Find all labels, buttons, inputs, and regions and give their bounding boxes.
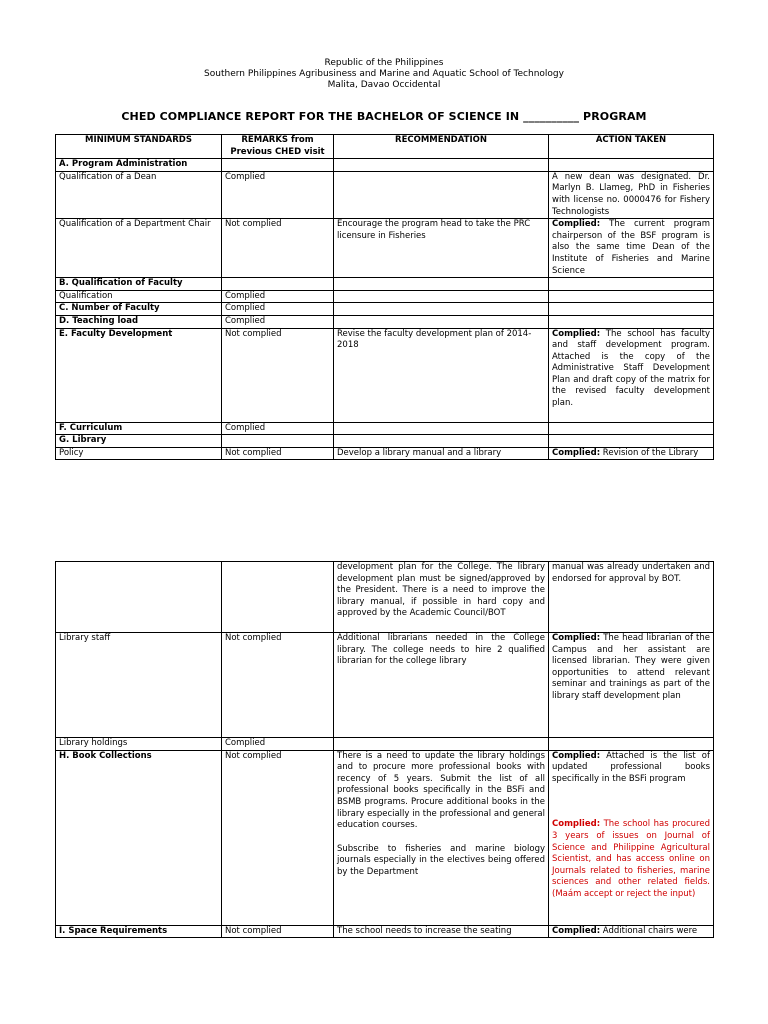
remark-i: Not complied — [222, 925, 334, 938]
std-dean: Qualification of a Dean — [56, 171, 222, 218]
table-row — [56, 171, 714, 218]
table-row — [56, 447, 714, 460]
table-row — [56, 633, 714, 738]
action-h: Complied: Attached is the list of updated professional books specifically in the BSFi program Complied: The school has procured 3 years of issues on Journal of Science and Philippine Agricultural Scientist, and has access online on Journals related to fisheries, marine sciences and other related fields. (Maám accept or reject the input) — [549, 750, 714, 925]
col-remarks: REMARKS from Previous CHED visit — [222, 135, 334, 159]
remark-h: Not complied — [222, 750, 334, 925]
remark-dean: Complied — [222, 171, 334, 218]
table-row — [56, 750, 714, 925]
action-i: Complied: Additional chairs were — [549, 925, 714, 938]
section-b: B. Qualification of Faculty — [56, 278, 222, 291]
std-chair: Qualification of a Department Chair — [56, 219, 222, 278]
std-policy: Policy — [56, 447, 222, 460]
document-header — [0, 58, 768, 91]
section-d: D. Teaching load — [56, 315, 222, 328]
action-e: Complied: The school has faculty and staff development program. Attached is the copy of the Administrative Staff Development Plan and draft copy of the matrix for the revised faculty development plan. — [549, 328, 714, 422]
table-row — [56, 290, 714, 303]
section-a: A. Program Administration — [56, 159, 222, 172]
col-recommendation: RECOMMENDATION — [334, 135, 549, 159]
action-dean: A new dean was designated. Dr. Marlyn B. Llameg, PhD in Fisheries with license no. 0000476 for Fishery Technologists — [549, 171, 714, 218]
section-c: C. Number of Faculty — [56, 303, 222, 316]
header-line-3: Malita, Davao Occidental — [327, 80, 441, 90]
remark-f: Complied — [222, 422, 334, 435]
remark-chair: Not complied — [222, 219, 334, 278]
header-line-2: Southern Philippines Agribusiness and Marine and Aquatic School of Technology — [204, 69, 564, 79]
remark-e: Not complied — [222, 328, 334, 422]
compliance-table-page-2 — [55, 561, 714, 938]
remark-qualification: Complied — [222, 290, 334, 303]
table-row — [56, 562, 714, 633]
section-g: G. Library — [56, 435, 222, 448]
section-i: I. Space Requirements — [56, 925, 222, 938]
action-chair: Complied: The current program chairperson of the BSF program is also the same time Dean of the Institute of Fisheries and Marine Science — [549, 219, 714, 278]
col-action-taken: ACTION TAKEN — [549, 135, 714, 159]
rec-chair: Encourage the program head to take the PRC licensure in Fisheries — [334, 219, 549, 278]
table-row — [56, 925, 714, 938]
table-row — [56, 435, 714, 448]
table-row — [56, 315, 714, 328]
rec-library-staff: Additional librarians needed in the College library. The college needs to hire 2 qualified librarian for the college library — [334, 633, 549, 738]
remark-library-staff: Not complied — [222, 633, 334, 738]
std-library-staff: Library staff — [56, 633, 222, 738]
std-qualification: Qualification — [56, 290, 222, 303]
section-f: F. Curriculum — [56, 422, 222, 435]
remark-library-holdings: Complied — [222, 738, 334, 751]
remark-policy: Not complied — [222, 447, 334, 460]
table-row — [56, 159, 714, 172]
std-library-holdings: Library holdings — [56, 738, 222, 751]
remark-c: Complied — [222, 303, 334, 316]
table-row — [56, 219, 714, 278]
action-library-staff: Complied: The head librarian of the Campus and her assistant are licensed librarian. They were given opportunities to attend relevant seminar and trainings as part of the library staff development plan — [549, 633, 714, 738]
rec-i: The school needs to increase the seating — [334, 925, 549, 938]
section-h: H. Book Collections — [56, 750, 222, 925]
table-row — [56, 303, 714, 316]
remark-d: Complied — [222, 315, 334, 328]
compliance-table-page-1 — [55, 134, 714, 460]
table-row — [56, 422, 714, 435]
rec-policy-cont: development plan for the College. The library development plan must be signed/approved by the President. There is a need to improve the library manual, if possible in hard copy and approved by the Academic Council/BOT — [334, 562, 549, 633]
rec-policy: Develop a library manual and a library — [334, 447, 549, 460]
table-row — [56, 278, 714, 291]
section-e: E. Faculty Development — [56, 328, 222, 422]
table-row — [56, 738, 714, 751]
action-policy: Complied: Revision of the Library — [549, 447, 714, 460]
table-row — [56, 328, 714, 422]
col-minimum-standards: MINIMUM STANDARDS — [56, 135, 222, 159]
rec-e: Revise the faculty development plan of 2014-2018 — [334, 328, 549, 422]
table-header-row — [56, 135, 714, 159]
report-title: CHED COMPLIANCE REPORT FOR THE BACHELOR OF SCIENCE IN __________ PROGRAM — [121, 110, 647, 123]
rec-h: There is a need to update the library holdings and to procure more professional books with recency of 5 years. Submit the list of all professional books specifically in the BSFi and BSMB programs. Procure additional books in the library especially in the professional and general education courses. Subscribe to fisheries and marine biology journals especially in the electives being offered by the Department — [334, 750, 549, 925]
action-policy-cont: manual was already undertaken and endorsed for approval by BOT. — [549, 562, 714, 633]
header-line-1: Republic of the Philippines — [324, 58, 444, 68]
